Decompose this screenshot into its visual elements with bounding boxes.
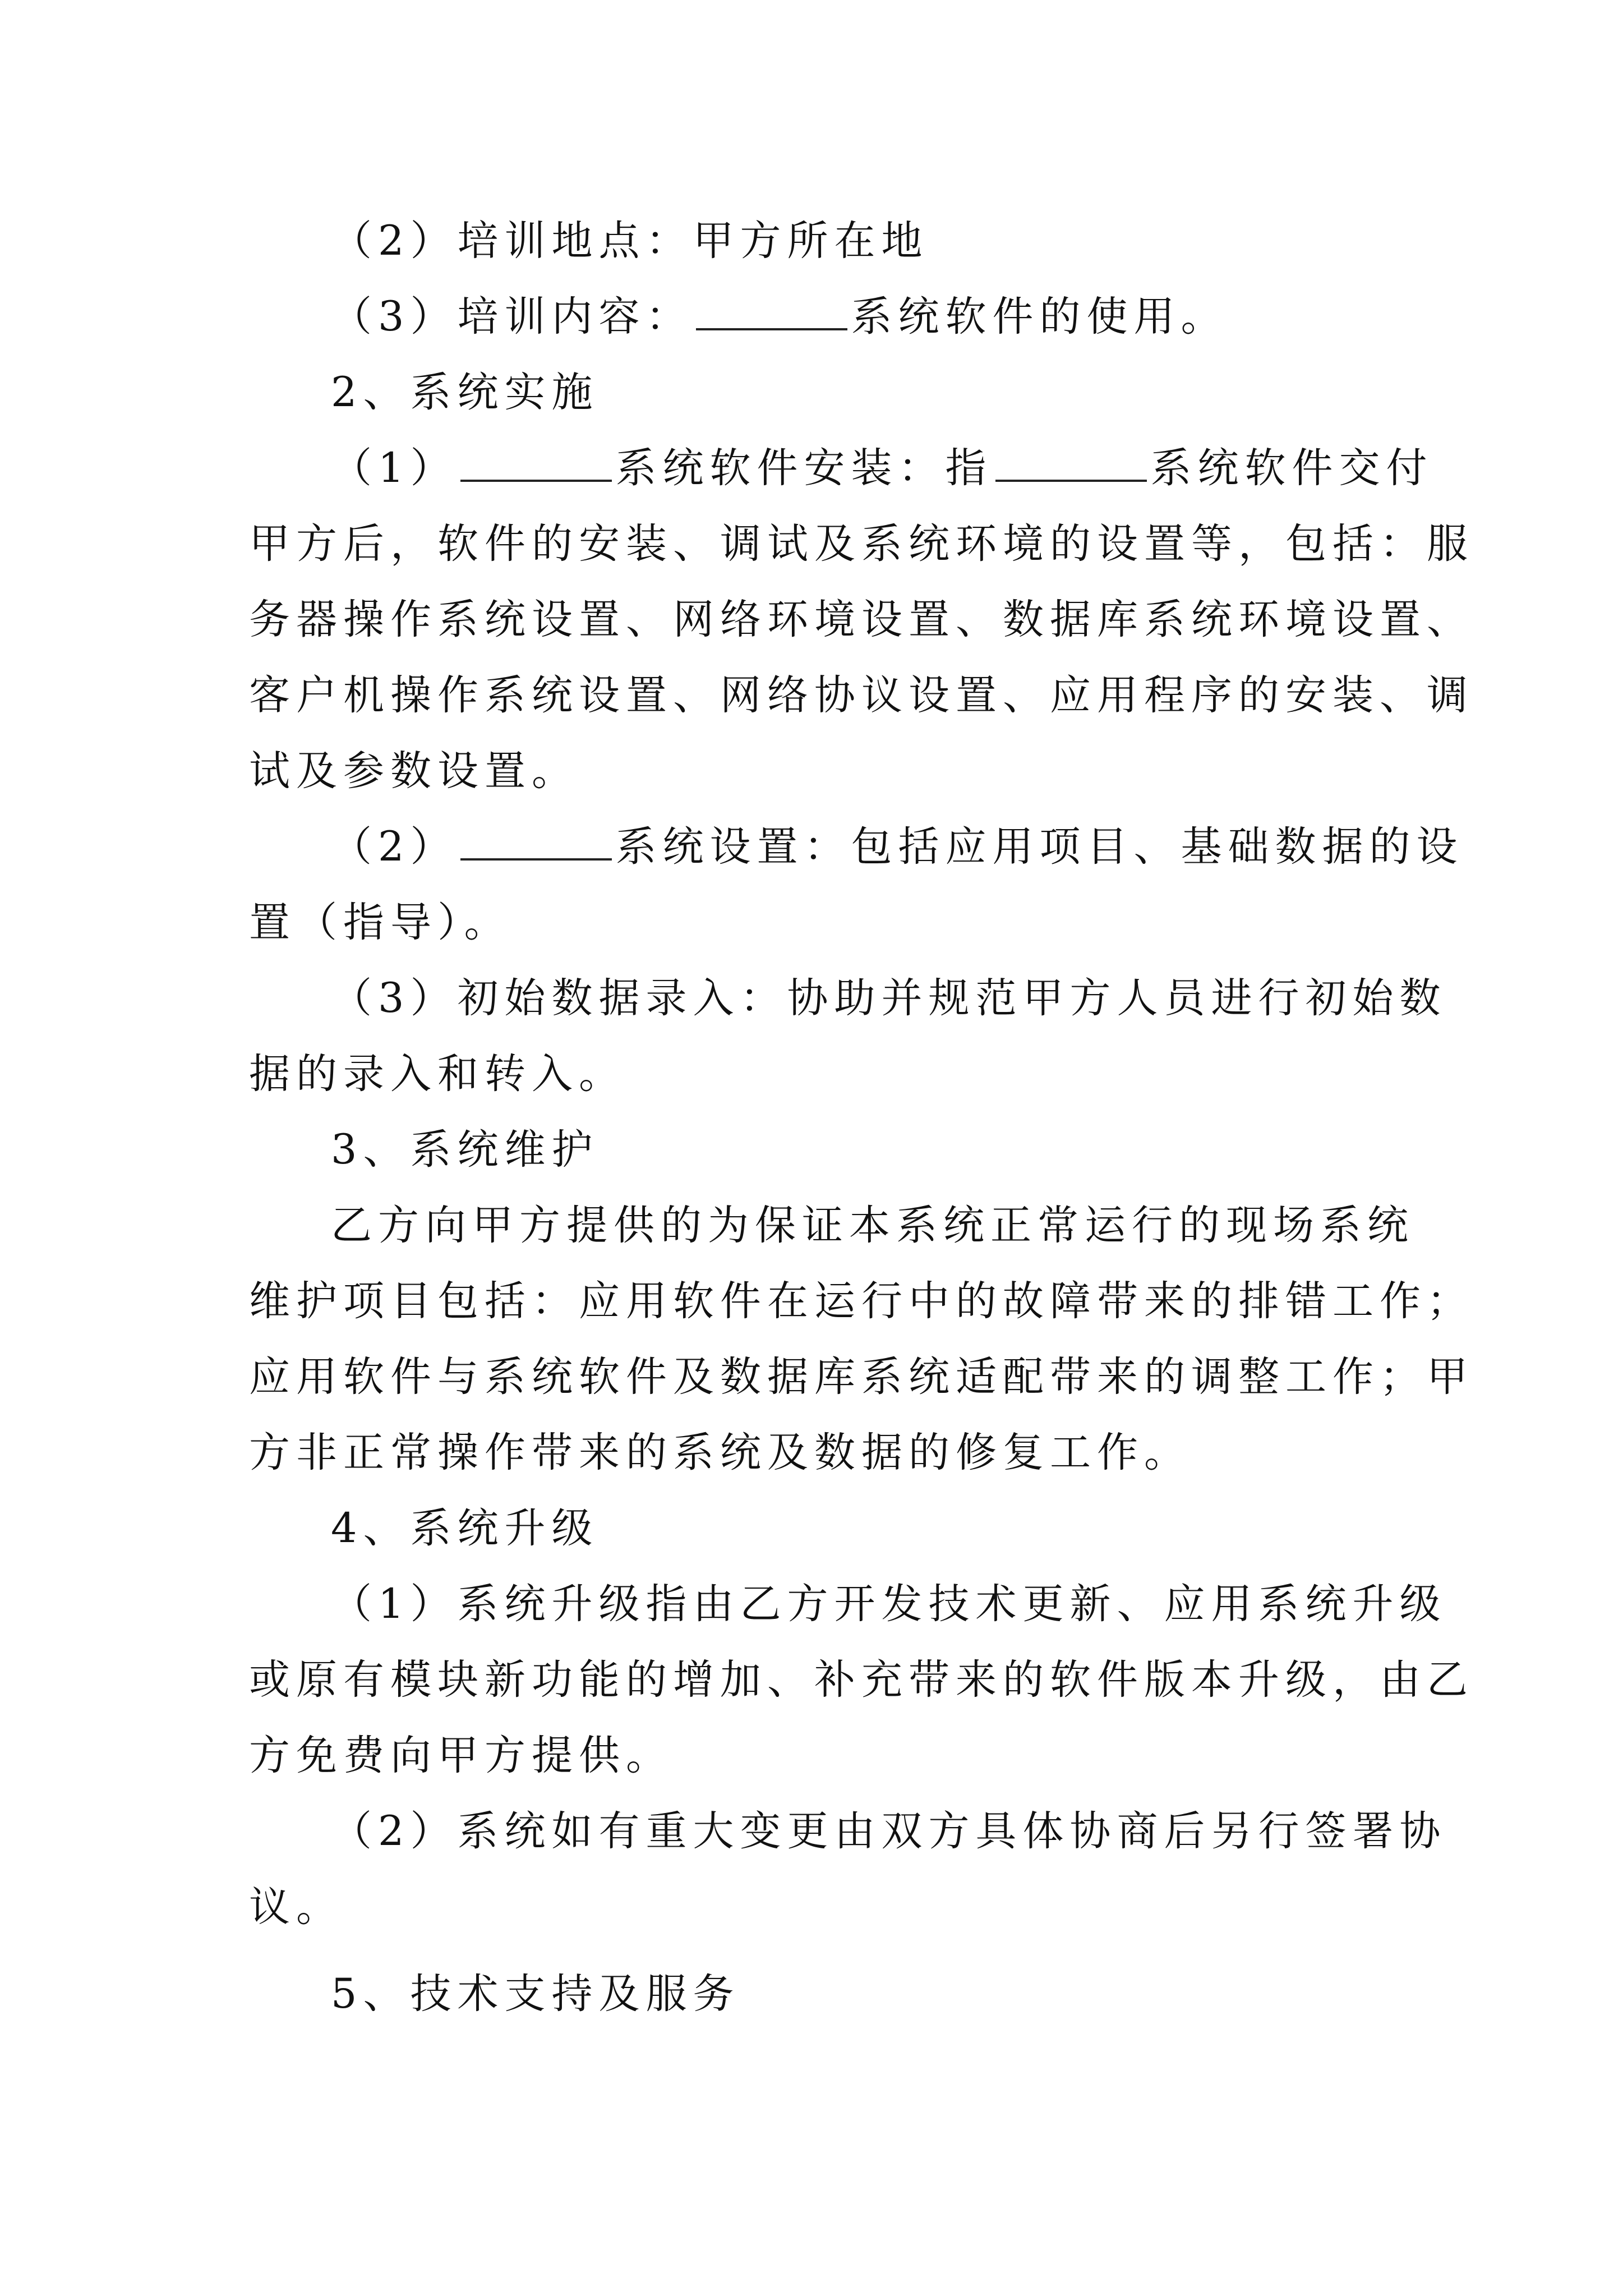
line-text: 方免费向甲方提供。: [249, 1732, 673, 1779]
paragraph-line: [331, 1801, 1509, 1862]
line-text: 系统软件安装：指: [615, 444, 993, 492]
paragraph-line: [249, 1271, 1474, 1332]
line-text: （1）系统升级指由乙方开发技术更新、应用系统升级: [331, 1580, 1447, 1628]
line-text: （3）初始数据录入：协助并规范甲方人员进行初始数: [331, 974, 1447, 1022]
line-text: 试及参数设置。: [249, 747, 579, 795]
paragraph-line: [331, 1573, 1509, 1635]
line-text: 甲方后，软件的安装、调试及系统环境的设置等，包括：服: [249, 520, 1474, 568]
paragraph-line: [249, 1725, 1427, 1787]
line-text: 议。: [249, 1883, 343, 1931]
line-text: 系统软件的使用。: [851, 293, 1228, 341]
line-text: （3）培训内容：: [331, 293, 693, 341]
line-text: 3、系统维护: [331, 1126, 599, 1174]
line-text: 2、系统实施: [331, 369, 599, 416]
fill-in-blank: [696, 295, 847, 330]
line-text: 据的录入和转入。: [249, 1050, 626, 1098]
line-text: 应用软件与系统软件及数据库系统适配带来的调整工作；甲: [249, 1353, 1474, 1401]
paragraph-line: [331, 1195, 1509, 1257]
line-text: 乙方向甲方提供的为保证本系统正常运行的现场系统: [331, 1202, 1414, 1249]
paragraph-line: [331, 210, 1509, 272]
section-heading: [331, 1963, 1509, 2025]
paragraph-line: [249, 1043, 1427, 1105]
paragraph-line: [249, 513, 1474, 575]
paragraph-line: [249, 1649, 1474, 1711]
line-text: 系统软件交付: [1150, 444, 1433, 492]
paragraph-line: [249, 892, 1427, 954]
fill-in-blank: [460, 825, 612, 861]
line-text: （2）培训地点：甲方所在地: [331, 217, 929, 265]
paragraph-line: [331, 968, 1509, 1029]
paragraph-line: [249, 1876, 1427, 1938]
paragraph-line: [249, 740, 1427, 802]
line-text: 5、技术支持及服务: [331, 1970, 740, 2018]
line-text: 系统设置：包括应用项目、基础数据的设: [615, 823, 1464, 871]
line-text: 4、系统升级: [331, 1504, 599, 1552]
paragraph-line: [249, 1346, 1474, 1408]
line-text: 置（指导）。: [249, 899, 511, 946]
line-text: （1）: [331, 444, 458, 492]
line-text: 务器操作系统设置、网络环境设置、数据库系统环境设置、: [249, 596, 1474, 643]
section-heading: [331, 362, 1509, 424]
line-text: 方非正常操作带来的系统及数据的修复工作。: [249, 1429, 1191, 1476]
section-heading: [331, 1119, 1509, 1181]
paragraph-line: [331, 438, 1509, 499]
paragraph-line: [331, 286, 1509, 348]
paragraph-line: [249, 1422, 1427, 1484]
fill-in-blank: [995, 446, 1147, 482]
line-text: 维护项目包括：应用软件在运行中的故障带来的排错工作；: [249, 1277, 1474, 1325]
line-text: （2）: [331, 823, 458, 871]
line-text: （2）系统如有重大变更由双方具体协商后另行签署协: [331, 1807, 1447, 1855]
line-text: 或原有模块新功能的增加、补充带来的软件版本升级，由乙: [249, 1656, 1474, 1704]
paragraph-line: [249, 665, 1474, 726]
line-text: 客户机操作系统设置、网络协议设置、应用程序的安装、调: [249, 671, 1474, 719]
paragraph-line: [331, 816, 1509, 878]
paragraph-line: [249, 589, 1474, 651]
section-heading: [331, 1498, 1509, 1559]
fill-in-blank: [460, 446, 612, 482]
